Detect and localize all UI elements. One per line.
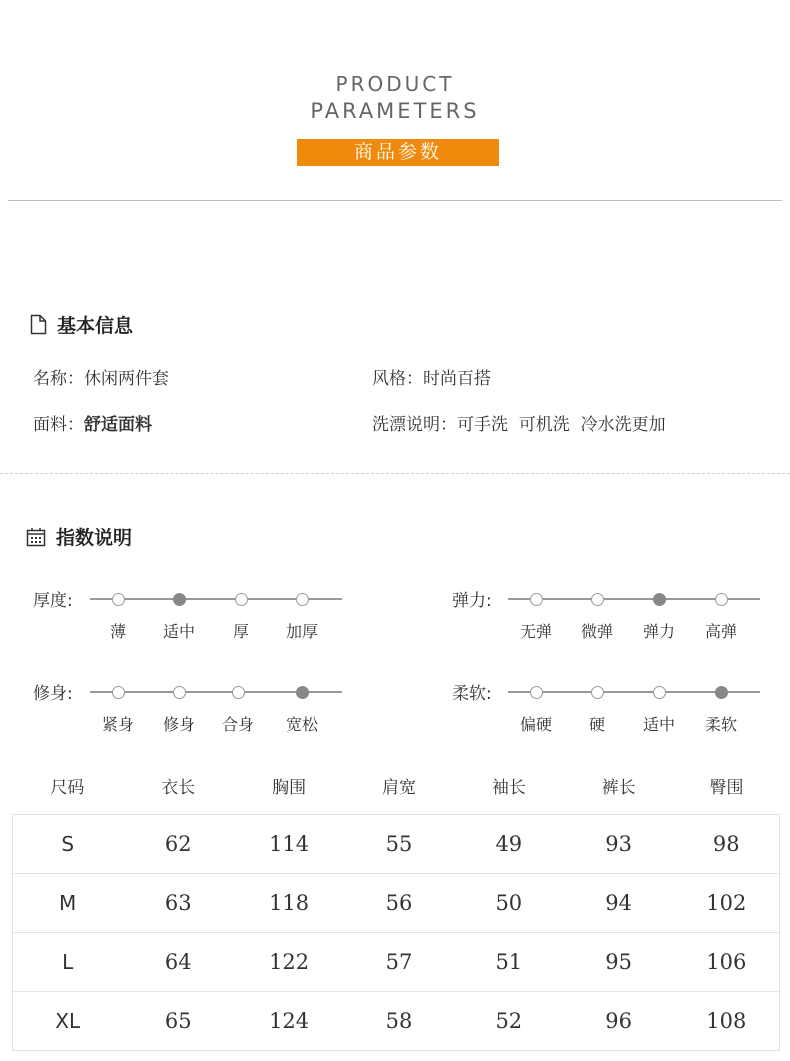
col-header-hip: 臀围 xyxy=(709,778,744,799)
size-table-header xyxy=(13,758,780,814)
cell-hip: 98 xyxy=(674,814,780,873)
info-wash-label: 洗漂说明： xyxy=(372,415,457,435)
col-header-shoulder: 肩宽 xyxy=(381,778,416,799)
scale-option-label: 紧身 xyxy=(101,715,135,734)
header-title-badge: 商品参数 xyxy=(297,139,499,166)
scale-option-label: 薄 xyxy=(109,622,127,641)
scale-dot xyxy=(296,593,309,606)
scale-dot xyxy=(530,593,543,606)
section-divider xyxy=(0,473,790,474)
scale-dot-selected xyxy=(173,593,186,606)
cell-pants-length: 95 xyxy=(564,932,674,991)
cell-shoulder: 57 xyxy=(344,932,454,991)
table-row xyxy=(13,814,780,873)
size-table xyxy=(12,758,780,1051)
scale-dot xyxy=(653,686,666,699)
cell-pants-length: 96 xyxy=(564,991,674,1050)
scale-fit xyxy=(33,679,363,739)
header-title-line1: PRODUCT xyxy=(335,72,455,96)
scale-label: 柔软: xyxy=(452,684,492,704)
scale-option-label: 弹力 xyxy=(642,622,676,641)
scale-option-label: 加厚 xyxy=(285,622,319,641)
scale-elasticity xyxy=(452,586,782,646)
header-title-line2: PARAMETERS xyxy=(310,99,480,123)
scale-option-label: 柔软 xyxy=(704,715,738,734)
cell-bust: 122 xyxy=(234,932,344,991)
cell-length: 64 xyxy=(122,932,234,991)
cell-sleeve: 50 xyxy=(454,873,564,932)
scale-option-label: 修身 xyxy=(162,715,196,734)
basic-info-heading xyxy=(30,311,133,338)
document-icon xyxy=(30,314,47,335)
cell-length: 62 xyxy=(122,814,234,873)
cell-size: S xyxy=(13,814,123,873)
cell-sleeve: 52 xyxy=(454,991,564,1050)
info-style-label: 风格： xyxy=(372,369,423,389)
scale-dot xyxy=(112,686,125,699)
scale-option-label: 宽松 xyxy=(285,715,319,734)
info-name-value: 休闲两件套 xyxy=(84,369,169,389)
scale-label: 修身: xyxy=(33,684,73,704)
info-wash-value: 可手洗 可机洗 冷水洗更加 xyxy=(457,415,666,435)
col-header-size: 尺码 xyxy=(50,778,85,799)
info-fabric-label: 面料： xyxy=(33,415,84,435)
scale-option-label: 厚 xyxy=(232,622,250,641)
scale-dot xyxy=(591,686,604,699)
col-header-length: 衣长 xyxy=(161,778,196,799)
cell-bust: 118 xyxy=(234,873,344,932)
info-wash xyxy=(372,410,666,435)
scale-option-label: 合身 xyxy=(221,715,255,734)
col-header-pants-length: 裤长 xyxy=(601,778,636,799)
cell-bust: 114 xyxy=(234,814,344,873)
scale-dot-selected xyxy=(296,686,309,699)
scale-dot xyxy=(591,593,604,606)
cell-bust: 124 xyxy=(234,991,344,1050)
scale-option-label: 微弹 xyxy=(580,622,614,641)
cell-hip: 106 xyxy=(674,932,780,991)
cell-size: M xyxy=(13,873,123,932)
scale-option-label: 适中 xyxy=(642,715,676,734)
table-row xyxy=(13,873,780,932)
cell-shoulder: 55 xyxy=(344,814,454,873)
scale-dot xyxy=(232,686,245,699)
cell-pants-length: 94 xyxy=(564,873,674,932)
cell-size: L xyxy=(13,932,123,991)
info-style xyxy=(372,364,491,389)
col-header-sleeve: 袖长 xyxy=(491,778,526,799)
cell-sleeve: 51 xyxy=(454,932,564,991)
cell-size: XL xyxy=(13,991,123,1050)
info-style-value: 时尚百搭 xyxy=(423,369,491,389)
scale-softness xyxy=(452,679,782,739)
scale-label: 弹力: xyxy=(452,591,492,611)
cell-pants-length: 93 xyxy=(564,814,674,873)
scale-option-label: 无弹 xyxy=(519,622,553,641)
col-header-bust: 胸围 xyxy=(272,778,307,799)
scale-dot-selected xyxy=(653,593,666,606)
scale-dot-selected xyxy=(715,686,728,699)
table-row xyxy=(13,991,780,1050)
scale-option-label: 偏硬 xyxy=(519,715,553,734)
cell-hip: 102 xyxy=(674,873,780,932)
info-name xyxy=(33,364,169,389)
index-heading xyxy=(26,523,132,550)
cell-hip: 108 xyxy=(674,991,780,1050)
cell-shoulder: 56 xyxy=(344,873,454,932)
scale-option-label: 适中 xyxy=(162,622,196,641)
scale-dot xyxy=(530,686,543,699)
calendar-icon xyxy=(26,527,46,547)
scale-dot xyxy=(173,686,186,699)
scale-dot xyxy=(112,593,125,606)
cell-sleeve: 49 xyxy=(454,814,564,873)
scale-dot xyxy=(715,593,728,606)
cell-length: 65 xyxy=(122,991,234,1050)
basic-info-title: 基本信息 xyxy=(57,315,134,337)
scale-label: 厚度: xyxy=(33,591,73,611)
header-divider xyxy=(8,200,782,201)
scale-option-label: 高弹 xyxy=(704,622,738,641)
scale-thickness xyxy=(33,586,363,646)
cell-shoulder: 58 xyxy=(344,991,454,1050)
scale-option-label: 硬 xyxy=(588,715,606,734)
index-title: 指数说明 xyxy=(56,527,133,549)
cell-length: 63 xyxy=(122,873,234,932)
table-row xyxy=(13,932,780,991)
info-fabric xyxy=(33,410,152,435)
scale-dot xyxy=(235,593,248,606)
info-name-label: 名称： xyxy=(33,369,84,389)
info-fabric-value: 舒适面料 xyxy=(84,415,152,435)
